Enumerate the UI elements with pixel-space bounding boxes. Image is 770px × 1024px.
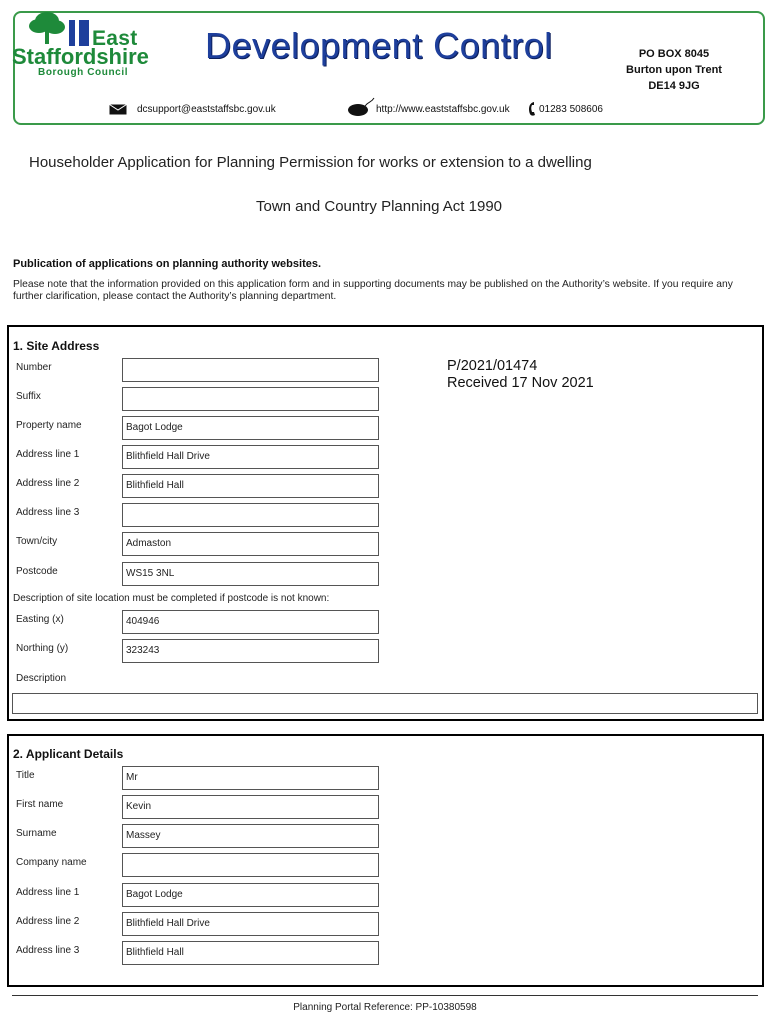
first-name-field[interactable]: Kevin: [122, 795, 379, 819]
publication-note: Please note that the information provided on this application form and in supporting documents may be published on the Authority’s website. If you require any further clarification, please contact the Authority’s planning department.: [13, 279, 733, 302]
website-link[interactable]: http://www.eaststaffsbc.gov.uk: [376, 104, 510, 115]
field-label: Address line 2: [16, 478, 80, 489]
form-title: Householder Application for Planning Permission for works or extension to a dwelling: [29, 154, 592, 171]
tree-logo-icon: [25, 8, 95, 48]
site-address-line2-field[interactable]: Blithfield Hall: [122, 474, 379, 498]
applicant-address-line1-field[interactable]: Bagot Lodge: [122, 883, 379, 907]
town-city-field[interactable]: Admaston: [122, 532, 379, 556]
section-title-applicant-details: 2. Applicant Details: [13, 747, 124, 761]
site-address-section: [7, 325, 764, 721]
application-reference: P/2021/01474: [447, 358, 538, 374]
header-title: Development Control: [205, 25, 553, 66]
town-line: Burton upon Trent: [626, 64, 722, 76]
field-label: Address line 3: [16, 507, 80, 518]
logo-text-east: East: [92, 27, 138, 50]
field-label: Easting (x): [16, 614, 64, 625]
field-label: Property name: [16, 420, 82, 431]
po-box-line: PO BOX 8045: [638, 48, 710, 60]
field-label: Town/city: [16, 536, 58, 547]
field-label: Number: [16, 362, 52, 373]
mouse-icon: [347, 97, 375, 117]
email-link[interactable]: dcsupport@eaststaffsbc.gov.uk: [137, 104, 276, 115]
property-name-field[interactable]: Bagot Lodge: [122, 416, 379, 440]
applicant-address-line3-field[interactable]: Blithfield Hall: [122, 941, 379, 965]
postcode-field[interactable]: WS15 3NL: [122, 562, 379, 586]
field-label: Address line 1: [16, 887, 80, 898]
field-label: Title: [16, 770, 35, 781]
field-label: Postcode: [16, 566, 58, 577]
site-address-line1-field[interactable]: Blithfield Hall Drive: [122, 445, 379, 469]
suffix-field[interactable]: [122, 387, 379, 411]
applicant-details-section: [7, 734, 764, 987]
field-label: Suffix: [16, 391, 41, 402]
act-title: Town and Country Planning Act 1990: [256, 198, 502, 215]
publication-heading: Publication of applications on planning authority websites.: [13, 258, 322, 270]
phone-icon: [528, 101, 536, 117]
field-label: Address line 1: [16, 449, 80, 460]
phone-number: 01283 508606: [539, 104, 603, 115]
location-hint: Description of site location must be completed if postcode is not known:: [13, 593, 330, 604]
logo-text-staffordshire: Staffordshire: [12, 44, 149, 69]
site-address-line3-field[interactable]: [122, 503, 379, 527]
envelope-icon: [109, 104, 127, 115]
footer-divider: [12, 995, 758, 996]
field-label: Surname: [16, 828, 57, 839]
postcode-line: DE14 9JG: [648, 80, 700, 92]
description-label: Description: [16, 673, 67, 684]
northing-field[interactable]: 323243: [122, 639, 379, 663]
field-label: Address line 3: [16, 945, 80, 956]
field-label: Address line 2: [16, 916, 80, 927]
applicant-title-field[interactable]: Mr: [122, 766, 379, 790]
applicant-address-line2-field[interactable]: Blithfield Hall Drive: [122, 912, 379, 936]
section-title-site-address: 1. Site Address: [13, 339, 100, 353]
description-field[interactable]: [12, 693, 758, 714]
surname-field[interactable]: Massey: [122, 824, 379, 848]
field-label: First name: [16, 799, 64, 810]
easting-field[interactable]: 404946: [122, 610, 379, 634]
company-name-field[interactable]: [122, 853, 379, 877]
field-label: Northing (y): [16, 643, 69, 654]
field-label: Company name: [16, 857, 87, 868]
number-field[interactable]: [122, 358, 379, 382]
portal-reference: Planning Portal Reference: PP-10380598: [293, 1002, 477, 1013]
logo-text-borough-council: Borough Council: [38, 67, 129, 78]
received-date: Received 17 Nov 2021: [447, 375, 594, 391]
